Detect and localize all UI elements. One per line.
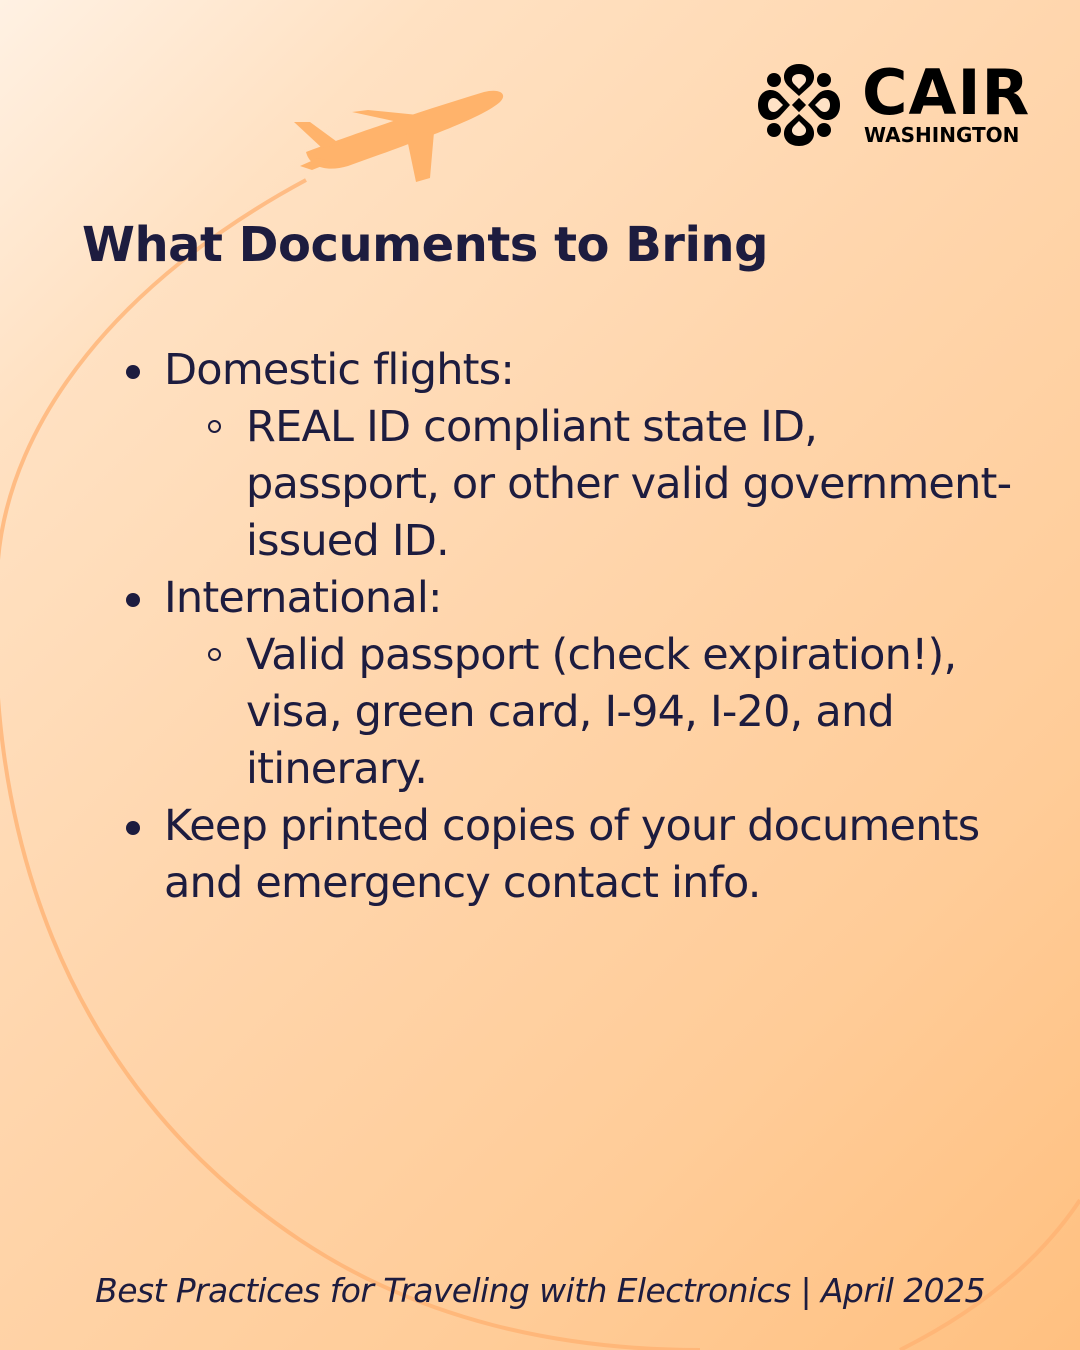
- sub-list-item: [246, 399, 1020, 570]
- sub-list: [164, 627, 1020, 798]
- list-item-domestic: [120, 342, 1020, 570]
- documents-list: [120, 342, 1020, 912]
- sub-item-text: REAL ID compliant state ID, passport, or other valid government-issued ID.: [246, 402, 1012, 566]
- footer-caption: Best Practices for Traveling with Electronics | April 2025: [95, 1271, 985, 1310]
- sub-item-text: Valid passport (check expiration!), visa, green card, I-94, I-20, and itinerary.: [246, 630, 957, 794]
- list-item-label: International:: [164, 573, 442, 623]
- page-title: What Documents to Bring: [82, 217, 768, 273]
- bullet-ring-icon: [208, 420, 221, 433]
- sub-list-item: [246, 627, 1020, 798]
- logo-name: CAIR: [862, 56, 1031, 129]
- cair-logo-mark: [754, 60, 844, 150]
- bullet-dot-icon: [126, 821, 140, 835]
- sub-list: [164, 399, 1020, 570]
- list-item-international: [120, 570, 1020, 798]
- logo-subtitle: WASHINGTON: [864, 123, 1020, 147]
- list-item-printed-copies: [120, 798, 1020, 912]
- list-item-label: Domestic flights:: [164, 345, 515, 395]
- bullet-dot-icon: [126, 365, 140, 379]
- list-item-label: Keep printed copies of your documents and emergency contact info.: [164, 801, 980, 908]
- bullet-dot-icon: [126, 593, 140, 607]
- cair-logo: [754, 58, 1034, 150]
- airplane-icon: [288, 82, 510, 188]
- bullet-ring-icon: [208, 648, 221, 661]
